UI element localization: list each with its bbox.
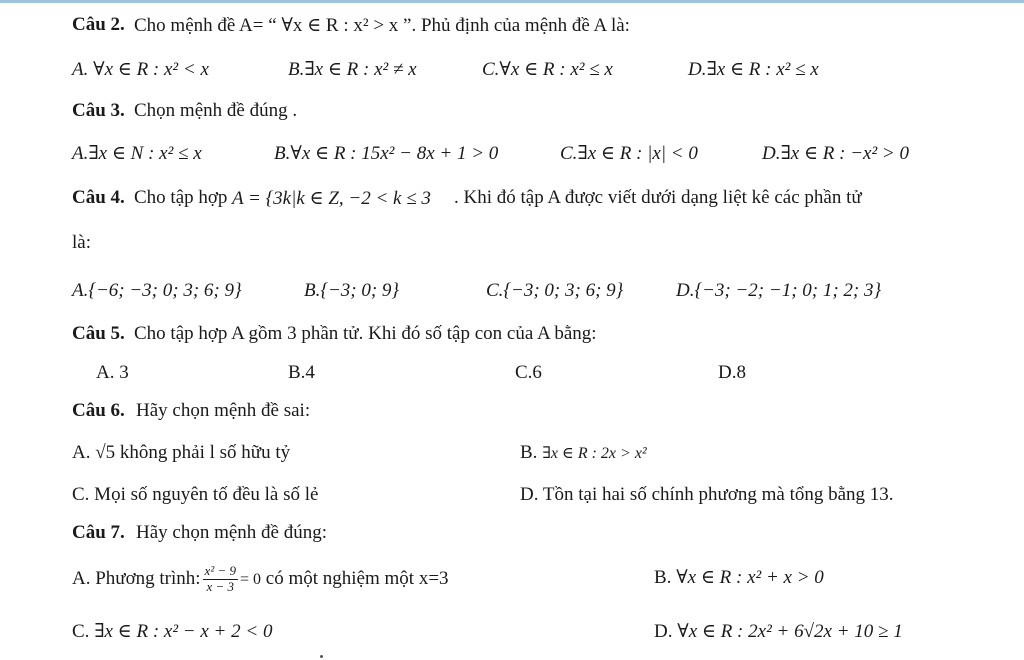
q4-stem-line (0, 187, 1024, 221)
q2-options (0, 58, 1024, 92)
q6-option-b-prefix: B. (520, 442, 543, 463)
q4-stem-b: . Khi đó tập A được viết dưới dạng liệt kê các phần tử (454, 187, 862, 208)
q7-option-c (72, 620, 272, 643)
q5-option-a: A. 3 (96, 362, 129, 383)
q6-option-a-math: √5 (95, 442, 116, 463)
q6-stem-line (0, 400, 1024, 434)
q2-option-b: B.∃x ∈ R : x² ≠ x (288, 59, 417, 80)
q6-title: Câu 6. (72, 400, 125, 421)
q4-stem-c: là: (72, 232, 91, 253)
q7-options-cd (0, 620, 1024, 654)
q7-option-d (654, 620, 903, 643)
q7-option-b-prefix: B. (654, 567, 677, 588)
q3-stem: Chọn mệnh đề đúng . (134, 100, 298, 121)
q6-options-cd (0, 484, 1024, 518)
top-rule (0, 0, 1024, 3)
q6-option-a (72, 442, 290, 464)
q4-options (0, 280, 1024, 314)
q3-stem-line (0, 100, 1024, 134)
q7-option-c-prefix: C. (72, 621, 95, 642)
q5-option-d: D.8 (718, 362, 746, 383)
q7-option-b-math: ∀x ∈ R : x² + x > 0 (676, 567, 824, 588)
q7-option-a-eq: = 0 (240, 570, 262, 588)
q4-set-expression: A = {3k|k ∈ Z, −2 < k ≤ 3 (232, 188, 431, 209)
q7-options-ab (0, 562, 1024, 606)
q6-option-b (520, 442, 647, 464)
q2-option-d: D.∃x ∈ R : x² ≤ x (688, 59, 819, 80)
q6-option-b-math: ∃x ∈ R : 2x > x² (542, 445, 647, 462)
q7-option-a (72, 564, 449, 595)
q3-option-b: B.∀x ∈ R : 15x² − 8x + 1 > 0 (274, 143, 499, 164)
q2-stem: Cho mệnh đề A= “ ∀x ∈ R : x² > x ”. Phủ định của mệnh đề A là: (134, 15, 630, 36)
q5-stem: Cho tập hợp A gồm 3 phần tử. Khi đó số tập con của A bằng: (134, 323, 597, 344)
q2-option-a: A. ∀x ∈ R : x² < x (72, 59, 209, 80)
q7-option-c-math: ∃x ∈ R : x² − x + 2 < 0 (94, 621, 273, 642)
q6-option-a-prefix: A. (72, 442, 96, 463)
q2-stem-line (0, 14, 1024, 48)
q4-option-a: A.{−6; −3; 0; 3; 6; 9} (72, 280, 242, 301)
q7-stem-line (0, 522, 1024, 556)
q7-stem: Hãy chọn mệnh đề đúng: (136, 522, 328, 543)
q7-fraction-numerator: x² − 9 (204, 563, 236, 578)
q7-option-b (654, 566, 824, 589)
q4-option-c: C.{−3; 0; 3; 6; 9} (486, 280, 624, 301)
q5-title: Câu 5. (72, 323, 125, 344)
q4-option-b: B.{−3; 0; 9} (304, 280, 400, 301)
q7-option-d-math: ∀x ∈ R : 2x² + 6√2x + 10 ≥ 1 (677, 621, 903, 642)
q7-option-d-prefix: D. (654, 621, 678, 642)
q4-title: Câu 4. (72, 187, 125, 208)
q3-title: Câu 3. (72, 100, 125, 121)
q6-option-a-text: không phải l số hữu tỷ (115, 442, 291, 463)
q3-options (0, 142, 1024, 176)
q6-option-c: C. Mọi số nguyên tố đều là số lẻ (72, 484, 319, 505)
q7-option-a-suffix: có một nghiệm một x=3 (261, 567, 449, 589)
q6-options-ab (0, 442, 1024, 476)
q7-option-a-fraction (203, 564, 238, 595)
q6-option-d: D. Tồn tại hai số chính phương mà tổng bằng 13. (520, 484, 894, 505)
q5-option-c: C.6 (515, 362, 542, 383)
q2-option-c: C.∀x ∈ R : x² ≤ x (482, 59, 613, 80)
q2-title: Câu 2. (72, 14, 125, 35)
q3-option-c: C.∃x ∈ R : |x| < 0 (560, 143, 698, 164)
q4-option-d: D.{−3; −2; −1; 0; 1; 2; 3} (676, 280, 882, 301)
q5-option-b: B.4 (288, 362, 315, 383)
q3-option-d: D.∃x ∈ R : −x² > 0 (762, 143, 909, 164)
q3-option-a: A.∃x ∈ N : x² ≤ x (72, 143, 202, 164)
q4-stem-a: Cho tập hợp (134, 187, 228, 208)
q6-stem: Hãy chọn mệnh đề sai: (136, 400, 311, 421)
q7-option-a-prefix: A. Phương trình: (72, 567, 201, 589)
scan-speck (320, 655, 323, 658)
q5-stem-line (0, 323, 1024, 357)
q7-fraction-denominator: x − 3 (206, 578, 235, 594)
q7-title: Câu 7. (72, 522, 125, 543)
q5-options (0, 362, 1024, 396)
q4-stem-line-2 (0, 232, 1024, 266)
